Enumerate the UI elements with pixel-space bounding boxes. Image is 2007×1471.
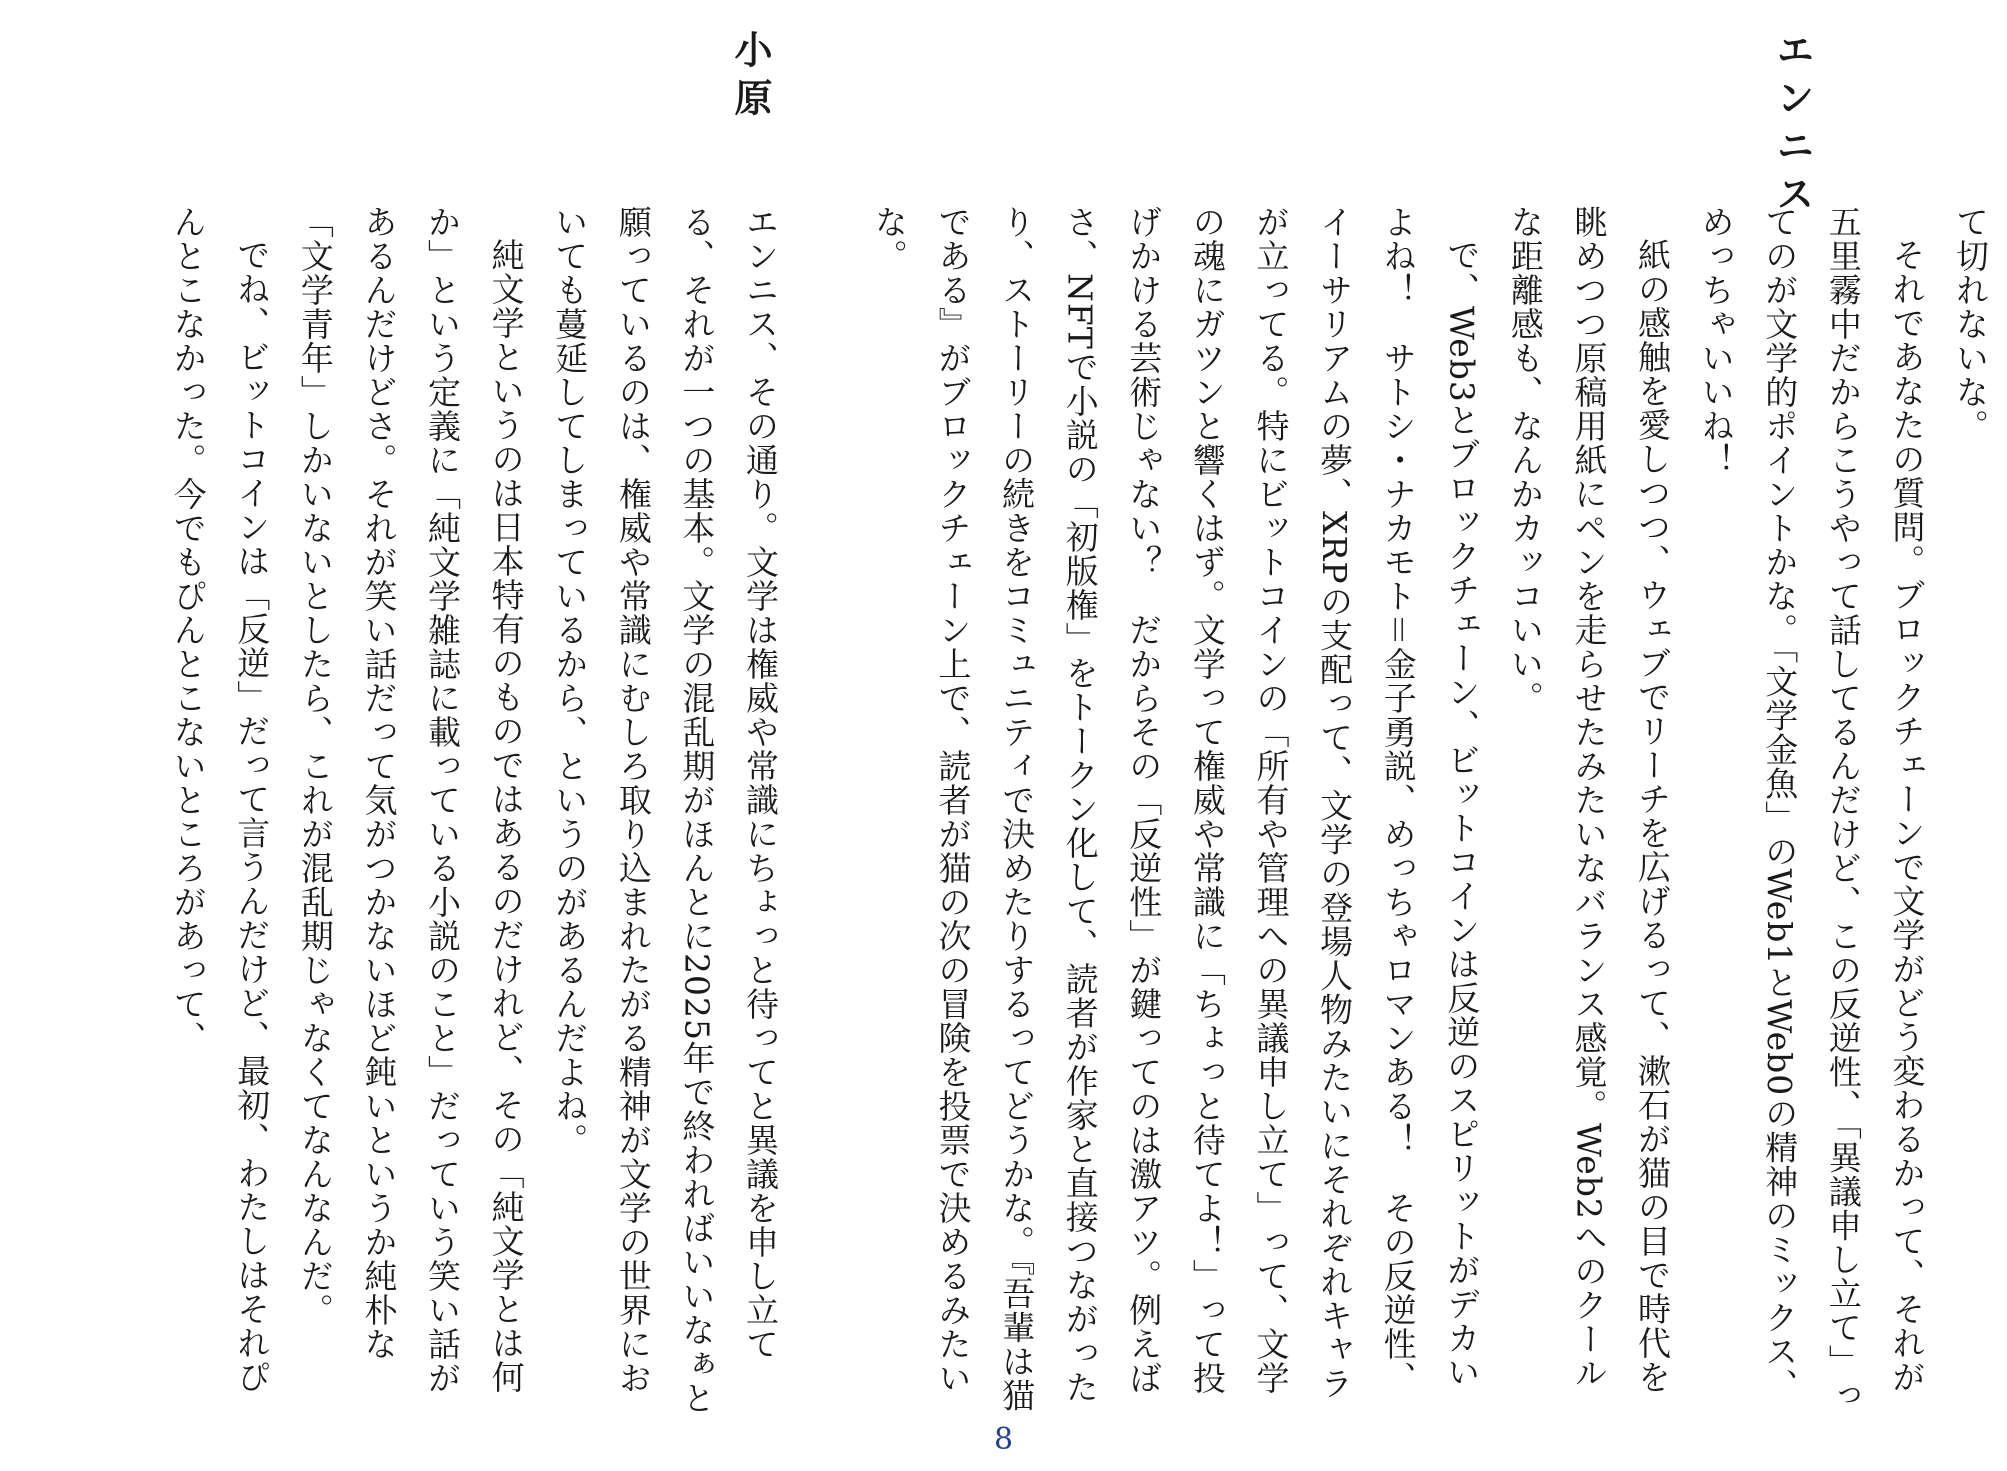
paragraph: エンニス、その通り。文学は権威や常識にちょっと待ってと異議を申し立てる、それが一つの基本。文学の混乱期がほんとに2025年で終わればいいなぁと願っているのは、権威や常識にむしろ取り込まれたがる精神が文学の世界においても蔓延してしまっているから、というのがあるんだよね。	[550, 205, 780, 1415]
paragraph: 紙の感触を愛しつつ、ウェブでリーチを広げるって、漱石が猫の目で時代を眺めつつ原稿用紙にペンを走らせたみたいなバランス感覚。Web2へのクールな距離感も、なんかカッコいい。	[1505, 205, 1673, 1394]
paragraph: それであなたの質問。ブロックチェーンで文学がどう変わるかって、それが五里霧中だからこうやって話してるんだけど、この反逆性、「異議申し立て」ってのが文学的ポイントかな。「文学金魚」のWeb1とWeb0の精神のミックス、めっちゃいいね！	[1696, 205, 1927, 1413]
paragraph: 純文学というのは日本特有のものではあるのだけれど、その「純文学とは何か」という定義に「純文学雑誌に載っている小説のこと」だっていう笑い話があるんだけどさ。それが笑い話だって気がつかないほど鈍いというか純朴な「文学青年」しかいないとしたら、これが混乱期じゃなくてなんなんだ。	[295, 205, 526, 1395]
paragraph: て切れないな。	[1951, 205, 1990, 443]
dialogue-block-ohara	[12, 205, 792, 1420]
speaker-name-ennis: エンニス	[1770, 30, 1814, 222]
dialogue-block-ennis	[807, 205, 2002, 1420]
page-number: 8	[993, 1422, 1014, 1457]
paragraph: でね、ビットコインは「反逆」だって言うんだけど、最初、わたしはそれぴんとこなかった。今でもぴんとこないところがあって、	[168, 205, 272, 1394]
speaker-name-ohara: 小原	[728, 30, 772, 126]
paragraph: で、Web3とブロックチェーン、ビットコインは反逆のスピリットがデカいよね！ サトシ・ナカモト＝金子勇説、めっちゃロマンある！ その反逆性、イーサリアムの夢、XRPの支配って、文学の登場人物みたいにそれぞれキャラが立ってる。特にビットコインの「所有や管理への異議申し立て」って、文学の魂にガツンと響くはず。文学って権威や常識に「ちょっと待てよ！」って投げかける芸術じゃない？ だからその「反逆性」が鍵ってのは激アツ。例えばさ、NFTで小説の「初版権」をトークン化して、読者が作家と直接つながったり、ストーリーの続きをコミュニティで決めたりするってどうかな。『吾輩は猫である』がブロックチェーン上で、読者が猫の次の冒険を投票で決めるみたいな。	[869, 205, 1482, 1413]
